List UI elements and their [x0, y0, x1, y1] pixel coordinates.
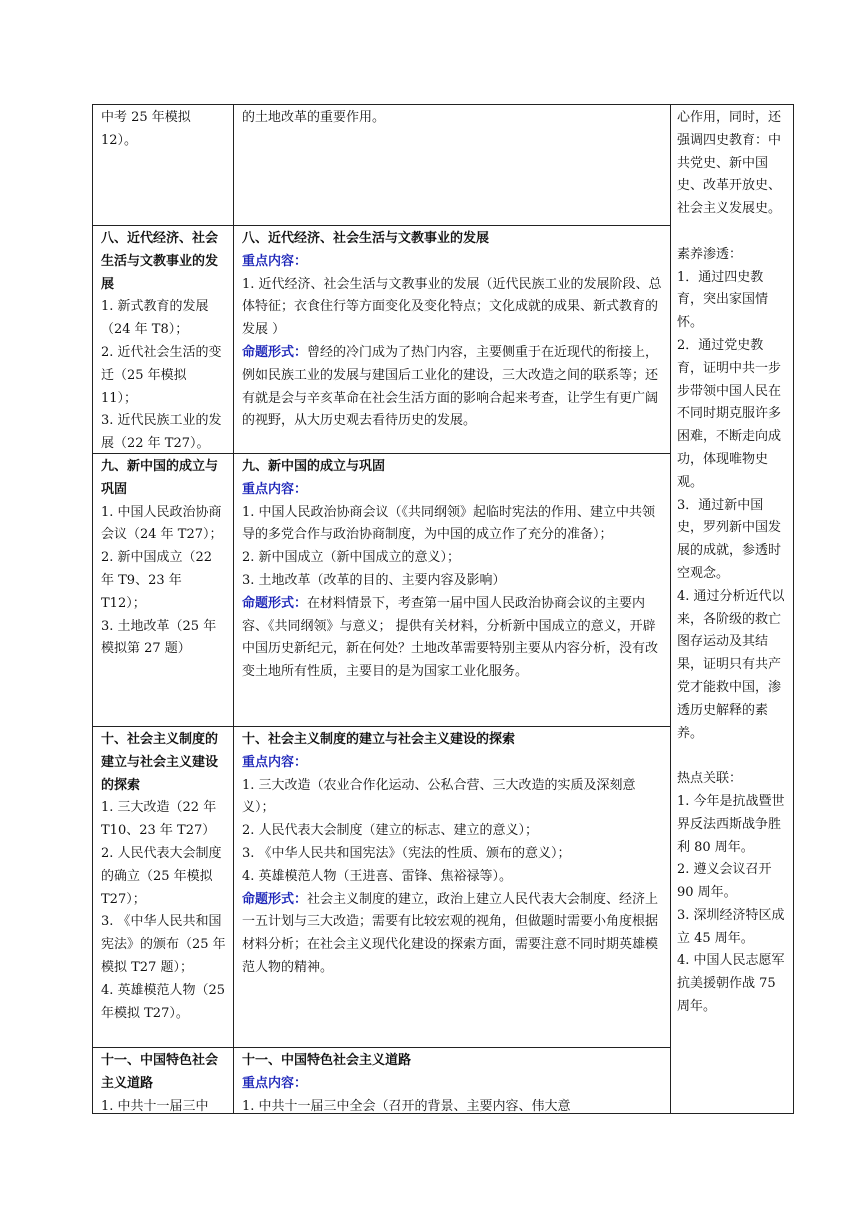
row-1-mid-text: 的土地改革的重要作用。 [242, 110, 386, 125]
hot-topics-title: 热点关联： [677, 771, 743, 787]
row-4-left-cell [92, 726, 233, 1025]
key-content-text: 1. 近代经济、社会生活与文教事业的发展（近代民族工业的发展阶段、总体特征；衣食住行等方面变化及变化特点；文化成就的成果、新式教育的发展 ） [242, 276, 662, 338]
question-form-label: 命题形式： [242, 891, 308, 907]
question-form-text: 曾经的冷门成为了热门内容，主要侧重于在近现代的衔接上，例如民族工业的发展与建国后工业化的建设，三大改造之间的联系等；还有就是会与辛亥革命在社会生活方面的影响合起来考查，让学生有更广阔的视野，从大历史观去看待历史的发展。 [242, 344, 659, 429]
key-content-label: 重点内容： [242, 481, 308, 497]
row-1-left-text: 中考 25 年模拟 12）。 [101, 110, 191, 148]
hot-topic-item: 2. 遵义会议召开 90 周年。 [677, 862, 772, 901]
row-2-left-item: 2. 近代社会生活的变迁（25 年模拟 11）； [101, 344, 222, 406]
row-2-left-item: 1. 新式教育的发展（24 年 T8）； [101, 299, 209, 338]
row-4-mid-cell [233, 726, 670, 980]
hot-topic-item: 4. 中国人民志愿军抗美援朝作战 75 周年。 [677, 953, 785, 1015]
key-content-item: 3. 土地改革（改革的目的、主要内容及影响） [242, 572, 506, 588]
row-5-left-item: 1. 中共十一届三中 [101, 1098, 209, 1114]
key-content-label: 重点内容： [242, 253, 308, 269]
question-form-text: 在材料情景下，考查第一届中国人民政治协商会议的主要内容、《共同纲领》与意义； 提供有关材料，分析新中国成立的意义，开辟中国历史新纪元，新在何处？土地改革需要特别主要从内容分析，没有改变土地所有性质，主要目的是为国家工业化服务。 [242, 595, 659, 680]
row-3-left-title: 九、新中国的成立与巩固 [101, 459, 219, 497]
right-intro-text: 心作用，同时，还强调四史教育：中共党史、新中国史、改革开放史、社会主义发展史。 [677, 110, 782, 217]
row-2-left-cell [92, 225, 233, 456]
row-1-left-cell [92, 104, 233, 153]
row-3-mid-cell [233, 453, 670, 684]
key-content-item: 1. 中国人民政治协商会议（《共同纲领》起临时宪法的作用、建立中共领导的多党合作与政治协商制度，为中国的成立作了充分的准备）； [242, 504, 656, 543]
question-form-label: 命题形式： [242, 595, 308, 611]
literacy-item: 3．通过新中国史，罗列新中国发展的成就，参透时空观念。 [677, 497, 782, 581]
row-5-left-title: 十一、中国特色社会主义道路 [101, 1053, 219, 1091]
key-content-item: 1. 中共十一届三中全会（召开的背景、主要内容、伟大意 [242, 1098, 571, 1114]
row-2-left-title: 八、近代经济、社会生活与文教事业的发展 [101, 231, 219, 292]
key-content-item: 2. 新中国成立（新中国成立的意义）； [242, 550, 461, 566]
row-4-left-item: 3. 《中华人民共和国宪法》的颁布（25 年模拟 T27 题）； [101, 914, 226, 975]
question-form-text: 社会主义制度的建立，政治上建立人民代表大会制度、经济上一五计划与三大改造；需要有比较宏观的视角，但做题时需要小角度根据材料分析；在社会主义现代化建设的探索方面，需要注意不同时期英雄模范人物的精神。 [242, 891, 659, 975]
row-3-mid-title: 九、新中国的成立与巩固 [242, 459, 386, 474]
row-3-left-item: 2. 新中国成立（22 年 T9、23 年 T12）； [101, 550, 213, 611]
row-4-left-item: 4. 英雄模范人物（25 年模拟 T27）。 [101, 982, 226, 1021]
row-3-left-item: 3. 土地改革（25 年模拟第 27 题） [101, 618, 217, 657]
row-3-left-cell [92, 453, 233, 661]
literacy-item: 2．通过党史教育，证明中共一步步带领中国人民在不同时期克服许多困难，不断走向成功，体现唯物史观。 [677, 337, 782, 490]
key-content-label: 重点内容： [242, 754, 308, 770]
key-content-item: 4. 英雄模范人物（王进喜、雷锋、焦裕禄等）。 [242, 868, 513, 884]
row-5-left-cell [92, 1047, 233, 1118]
row-5-mid-title: 十一、中国特色社会主义道路 [242, 1053, 412, 1068]
literacy-item: 4. 通过分析近代以来，各阶级的救亡图存运动及其结果，证明只有共产党才能救中国，渗透历史解释的素养。 [677, 588, 785, 741]
key-content-item: 1. 三大改造（农业合作化运动、公私合营、三大改造的实质及深刻意义）； [242, 777, 636, 816]
row-2-mid-title: 八、近代经济、社会生活与文教事业的发展 [242, 231, 490, 246]
right-notes-cell [670, 104, 794, 1114]
hot-topic-item: 3. 深圳经济特区成立 45 周年。 [677, 907, 785, 946]
row-1-mid-cell [233, 104, 670, 130]
question-form-label: 命题形式： [242, 344, 308, 360]
row-5-mid-cell [233, 1047, 670, 1118]
row-4-left-title: 十、社会主义制度的建立与社会主义建设的探索 [101, 732, 219, 793]
row-4-mid-title: 十、社会主义制度的建立与社会主义建设的探索 [242, 732, 516, 747]
row-2-mid-cell [233, 225, 670, 433]
key-content-item: 2. 人民代表大会制度（建立的标志、建立的意义）； [242, 823, 539, 839]
row-2-left-item: 3. 近代民族工业的发展（22 年 T27）。 [101, 413, 222, 452]
key-content-label: 重点内容： [242, 1075, 308, 1091]
row-4-left-item: 2. 人民代表大会制度的确立（25 年模拟 T27）； [101, 845, 222, 907]
row-4-left-item: 1. 三大改造（22 年 T10、23 年 T27） [101, 800, 217, 839]
key-content-item: 3. 《中华人民共和国宪法》（宪法的性质、颁布的意义）； [242, 845, 571, 861]
hot-topic-item: 1. 今年是抗战暨世界反法西斯战争胜利 80 周年。 [677, 793, 785, 855]
literacy-title: 素养渗透： [677, 246, 743, 262]
literacy-item: 1．通过四史教育，突出家国情怀。 [677, 269, 769, 331]
row-3-left-item: 1. 中国人民政治协商会议（24 年 T27）； [101, 504, 223, 543]
